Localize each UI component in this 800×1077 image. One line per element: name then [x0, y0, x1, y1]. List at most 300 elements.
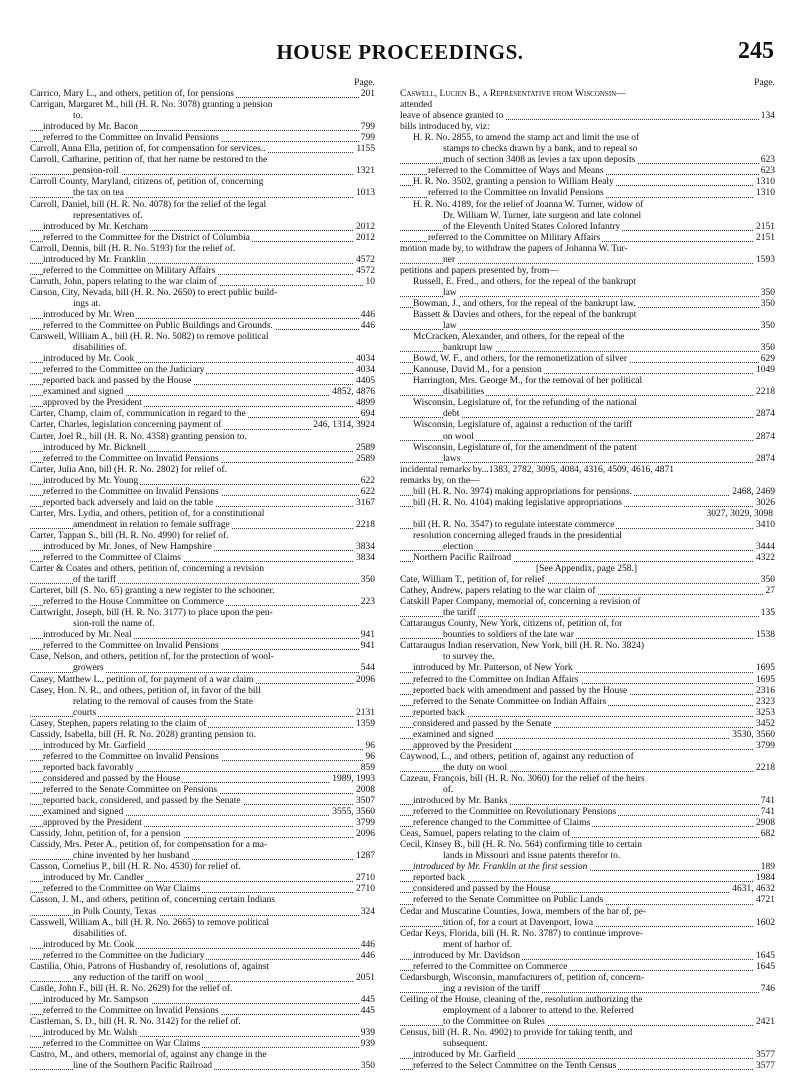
- index-entry: [30, 895, 375, 906]
- index-entry: [30, 476, 375, 487]
- page-reference: 1359: [356, 718, 375, 729]
- index-entry: [400, 387, 775, 398]
- page-reference: 1593: [756, 254, 775, 265]
- entry-text: disabilities: [443, 387, 485, 398]
- index-entry: [30, 288, 375, 299]
- entry-text: Cedar and Muscatine Counties, Iowa, members of the bar of, pe-: [400, 906, 647, 917]
- entry-text: referred to the Committee on War Claims: [43, 884, 201, 895]
- entry-text: to survey the.: [443, 652, 495, 663]
- entry-text: introduced by Mr. Cook: [43, 354, 135, 365]
- entry-text: Cedarsburgh, Wisconsin, manufacturers of, petition of, concern-: [400, 972, 645, 983]
- index-entry: [30, 122, 375, 133]
- index-entry: [400, 1061, 775, 1072]
- entry-text: resolution concerning alleged frauds in the presidential: [413, 530, 622, 541]
- entry-text: introduced by Mr. Jones, of New Hampshire: [43, 541, 212, 552]
- index-entry: [30, 774, 375, 785]
- index-entry: [30, 498, 375, 509]
- page-reference: 939: [360, 1028, 375, 1039]
- entry-text: Casson, Cornelius P., bill (H. R. No. 4530) for relief of.: [30, 862, 241, 873]
- index-column-right: [400, 78, 775, 1072]
- index-entry: [30, 1028, 375, 1039]
- index-entry: [30, 1006, 375, 1017]
- index-entry: [400, 454, 775, 465]
- index-entry: [30, 432, 375, 443]
- entry-text: Bassett & Davies and others, for the repeal of the bankrupt: [413, 309, 637, 320]
- entry-text: referred to the Committee on Military Affairs: [428, 232, 601, 243]
- page-reference: 1989, 1993: [332, 773, 375, 784]
- entry-text: reported back: [413, 873, 465, 884]
- page-reference: 350: [360, 575, 375, 586]
- index-entry: [400, 222, 775, 233]
- index-entry: [400, 398, 775, 409]
- index-entry: [400, 531, 775, 542]
- page-reference: 2323: [756, 696, 775, 707]
- index-entry: [400, 509, 775, 520]
- page-reference: 446: [360, 939, 375, 950]
- index-entry: [400, 188, 775, 199]
- index-entry: [400, 962, 775, 973]
- page-reference: 10: [365, 276, 375, 287]
- page-reference: 2874: [756, 409, 775, 420]
- index-entry: [30, 166, 375, 177]
- entry-text: referred to the Committee on Invalid Pensions: [43, 453, 219, 464]
- index-column-left: [30, 78, 375, 1072]
- entry-text: Cassidy, Mrs. Peter A., petition of, for compensation for a ma-: [30, 840, 268, 851]
- entry-text: reported back: [413, 707, 465, 718]
- entry-text: Carroll, Anna Ella, petition of, for compensation for services..: [30, 144, 266, 155]
- index-entry: [400, 1017, 775, 1028]
- index-entry: [30, 310, 375, 321]
- index-entry: [400, 741, 775, 752]
- entry-text: leave of absence granted to: [400, 111, 504, 122]
- entry-text: considered and passed by the House: [413, 884, 551, 895]
- entry-text: Carroll, Daniel, bill (H. R. No. 4078) for the relief of the legal: [30, 199, 267, 210]
- index-entry: [30, 188, 375, 199]
- index-entry: [400, 177, 775, 188]
- page-reference: 2096: [356, 829, 375, 840]
- index-entry: [30, 531, 375, 542]
- entry-text: Census, bill (H. R. No. 4902) to provide for taking tenth, and: [400, 1028, 633, 1039]
- page-reference: 445: [360, 1005, 375, 1016]
- index-entry: [30, 1039, 375, 1050]
- page-reference: 1321: [356, 166, 375, 177]
- index-entry: [400, 708, 775, 719]
- entry-text: law: [443, 321, 457, 332]
- index-entry: [400, 166, 775, 177]
- index-entry: [400, 686, 775, 697]
- page-reference: 4899: [356, 398, 375, 409]
- index-entry: [400, 542, 775, 553]
- page-reference: 629: [760, 354, 775, 365]
- index-entry: [400, 995, 775, 1006]
- entry-text: Castleman, S. D., bill (H. R. No. 3142) for the relief of.: [30, 1016, 241, 1027]
- index-entry: [30, 144, 375, 155]
- index-entry: [400, 498, 775, 509]
- page-reference: 1645: [756, 950, 775, 961]
- entry-text: Bowd, W. F., and others, for the remonetization of silver: [413, 354, 628, 365]
- entry-text: relating to the removal of causes from the State: [73, 696, 253, 707]
- index-entry: [30, 111, 375, 122]
- entry-text: stamps to checks drawn by a bank, and to repeal so: [443, 144, 638, 155]
- index-entry: [400, 144, 775, 155]
- index-entry: [30, 299, 375, 310]
- page-reference: 3507: [356, 796, 375, 807]
- index-entry: [400, 211, 775, 222]
- index-entry: [400, 288, 775, 299]
- index-entry: [30, 420, 375, 431]
- page-reference: 1287: [356, 851, 375, 862]
- page-reference: 1645: [756, 961, 775, 972]
- entry-text: reported back adversely and laid on the table: [43, 497, 214, 508]
- index-entry: [30, 509, 375, 520]
- page-reference: 2874: [756, 431, 775, 442]
- index-entry: [400, 409, 775, 420]
- entry-text: growers: [73, 663, 104, 674]
- index-entry: [30, 244, 375, 255]
- index-entry: [400, 89, 775, 100]
- column-heading: Page.: [354, 78, 375, 88]
- page-header: [0, 40, 800, 70]
- index-entry: [400, 818, 775, 829]
- page-reference: 1695: [756, 663, 775, 674]
- index-entry: [30, 873, 375, 884]
- page-reference: 189: [760, 862, 775, 873]
- entry-text: remarks by, on the—: [400, 475, 480, 486]
- entry-text: Wisconsin, Legislature of, for the refunding of the national: [413, 398, 637, 409]
- index-entry: [30, 376, 375, 387]
- page-reference: 350: [360, 1061, 375, 1072]
- page-reference: 682: [760, 829, 775, 840]
- index-entry: [400, 1039, 775, 1050]
- entry-text: Russell, E. Fred., and others, for the repeal of the bankrupt: [413, 276, 636, 287]
- entry-text: referred to the Senate Committee on Pensions: [43, 785, 218, 795]
- index-entry: [30, 741, 375, 752]
- entry-text: Carter, Julia Ann, bill (H. R. No. 2802) for relief of.: [30, 464, 227, 475]
- index-entry: [400, 951, 775, 962]
- index-entry: [400, 608, 775, 619]
- index-entry: [30, 719, 375, 730]
- page-reference: 741: [760, 796, 775, 807]
- entry-text: Catskill Paper Company, memorial of, concerning a revision of: [400, 597, 641, 608]
- index-entry: [30, 155, 375, 166]
- entry-text: Cattaraugus County, New York, citizens of, petition of, for: [400, 619, 623, 630]
- page-reference: 1602: [756, 917, 775, 928]
- entry-text: tition of, for a court at Davenport, Iowa: [443, 917, 594, 928]
- page-reference: 3026: [756, 497, 775, 508]
- index-entry: [400, 100, 775, 111]
- entry-text: election: [443, 541, 474, 552]
- page-reference: 350: [760, 287, 775, 298]
- index-entry: [400, 984, 775, 995]
- index-entry: [30, 211, 375, 222]
- index-entry: [30, 1050, 375, 1061]
- index-entry: [30, 564, 375, 575]
- entry-text: referred to the Committee on Invalid Pensions: [43, 486, 219, 497]
- entry-text: Casey, Matthew L., petition of, for payment of a war claim: [30, 674, 254, 685]
- page-reference: 1695: [756, 674, 775, 685]
- index-entry: [30, 100, 375, 111]
- page-reference: 3834: [356, 541, 375, 552]
- index-entry: [30, 697, 375, 708]
- entry-text: Casswell, William A., bill (H. R. No. 2665) to remove political: [30, 917, 270, 928]
- page-reference: 1310: [756, 177, 775, 188]
- entry-text: referred to the House Committee on Commerce: [43, 597, 224, 608]
- index-entry: [30, 973, 375, 984]
- entry-text: subsequent.: [443, 1039, 488, 1050]
- index-entry: [400, 332, 775, 343]
- entry-text: H. R. No. 4189, for the relief of Joanna W. Turner, widow of: [413, 199, 644, 210]
- entry-text: lands in Missouri and issue patents therefor to.: [443, 851, 621, 862]
- index-entry: [30, 277, 375, 288]
- entry-text: introduced by Mr. Wren: [43, 309, 135, 320]
- entry-text: introduced by Mr. Bacon: [43, 122, 138, 133]
- entry-text: introduced by Mr. Garfield: [43, 740, 146, 751]
- entry-text: 3027, 3029, 3098: [706, 508, 773, 519]
- index-entry: [30, 398, 375, 409]
- entry-text: introduced by Mr. Davidson: [413, 950, 521, 961]
- page-reference: 2218: [756, 387, 775, 398]
- entry-text: considered and passed by the House: [43, 773, 181, 784]
- entry-text: of.: [443, 785, 454, 795]
- index-entry: [400, 255, 775, 266]
- index-entry: [30, 409, 375, 420]
- entry-text: incidental remarks by...1383, 2782, 3095, 4084, 4316, 4509, 4616, 4871: [400, 464, 675, 475]
- index-entry: [30, 387, 375, 398]
- index-entry: [30, 89, 375, 100]
- index-entry: [30, 641, 375, 652]
- entry-text: pension-roll: [73, 166, 119, 177]
- page-reference: 135: [760, 608, 775, 619]
- entry-text: line of the Southern Pacific Railroad: [73, 1061, 213, 1072]
- entry-text: referred to the Committee on Invalid Pensions: [43, 751, 219, 762]
- entry-text: representatives of.: [73, 210, 143, 221]
- entry-text: referred to the Committee on the Judiciary: [43, 950, 205, 961]
- index-entry: [400, 233, 775, 244]
- index-entry: [400, 907, 775, 918]
- entry-text: Carrico, Mary L., and others, petition of, for pensions: [30, 89, 234, 100]
- entry-text: Caswell, Lucien B., a Representative from Wisconsin—: [400, 89, 626, 100]
- index-entry: [30, 829, 375, 840]
- entry-text: referred to the Committee on Revolutionary Pensions: [413, 807, 617, 818]
- index-entry: [30, 840, 375, 851]
- entry-text: ing a revision of the tariff: [443, 983, 541, 994]
- index-entry: [30, 807, 375, 818]
- page-reference: 799: [360, 133, 375, 144]
- index-entry: [30, 553, 375, 564]
- index-entry: [30, 951, 375, 962]
- index-entry: [400, 365, 775, 376]
- index-entry: [400, 133, 775, 144]
- page-reference: 324: [360, 906, 375, 917]
- index-entry: [30, 652, 375, 663]
- page-reference: 246, 1314, 3924: [313, 420, 375, 431]
- page-reference: 2218: [356, 519, 375, 530]
- index-entry: [30, 133, 375, 144]
- entry-text: of the Eleventh United States Colored Infantry: [443, 221, 621, 232]
- index-entry: [30, 686, 375, 697]
- entry-text: referred to the Committee on the Judiciary: [43, 365, 205, 376]
- index-entry: [400, 553, 775, 564]
- entry-text: Bowman, J., and others, for the repeal of the bankrupt law.: [413, 298, 636, 309]
- page-reference: 622: [360, 475, 375, 486]
- entry-text: of the tariff: [73, 575, 117, 586]
- entry-text: approved by the President: [43, 818, 142, 829]
- index-entry: [30, 233, 375, 244]
- index-entry: [400, 663, 775, 674]
- index-entry: [400, 321, 775, 332]
- entry-text: in Polk County, Texas: [73, 906, 157, 917]
- entry-text: introduced by Mr. Patterson, of New York: [413, 663, 573, 674]
- entry-text: Dr. William W. Turner, late surgeon and late colonel: [443, 210, 642, 221]
- entry-text: bill (H. R. No. 3974) making appropriations for pensions.: [413, 486, 633, 497]
- page-reference: 2421: [756, 1016, 775, 1027]
- index-entry: [30, 763, 375, 774]
- entry-text: on wool: [443, 431, 474, 442]
- entry-text: introduced by Mr. Bicknell: [43, 442, 146, 453]
- entry-text: introduced by Mr. Sampson: [43, 994, 149, 1005]
- entry-text: the duty on wool: [443, 762, 508, 773]
- index-entry: [30, 365, 375, 376]
- entry-text: reported back and passed by the House: [43, 376, 192, 387]
- entry-text: Northern Pacific Railroad: [413, 553, 512, 564]
- entry-text: introduced by Mr. Young: [43, 475, 139, 486]
- entry-text: Caywood, L., and others, petition of, against any reduction of: [400, 751, 634, 762]
- page-reference: 2012: [356, 232, 375, 243]
- entry-text: introduced by Mr. Ketcham: [43, 221, 149, 232]
- entry-text: introduced by Mr. Neal: [43, 630, 132, 641]
- index-entry: [400, 476, 775, 487]
- page-reference: 2151: [756, 221, 775, 232]
- entry-text: reference changed to the Committee of Claims: [413, 818, 591, 829]
- entry-text: referred to the Committee of Claims: [43, 553, 181, 564]
- entry-text: Ceiling of the House, cleaning of the, resolution authorizing the: [400, 994, 643, 1005]
- index-entry: [30, 177, 375, 188]
- index-entry: [400, 940, 775, 951]
- entry-text: Cedar Keys, Florida, bill (H. R. No. 3787) to continue improve-: [400, 928, 644, 939]
- page-reference: 3167: [356, 497, 375, 508]
- index-entry: [400, 1006, 775, 1017]
- page-reference: 741: [760, 807, 775, 818]
- entry-text: approved by the President: [43, 398, 142, 409]
- page-reference: 96: [365, 740, 375, 751]
- entry-text: Castro, M., and others, memorial of, against any change in the: [30, 1050, 267, 1061]
- index-entry: [400, 200, 775, 211]
- index-entry: [400, 862, 775, 873]
- entry-text: ner: [443, 254, 456, 265]
- page-reference: 2874: [756, 453, 775, 464]
- page-reference: 2051: [356, 972, 375, 983]
- index-entry: [400, 641, 775, 652]
- index-entry: [30, 862, 375, 873]
- entry-text: reported back with amendment and passed by the House: [413, 685, 628, 696]
- entry-text: introduced by Mr. Candler: [43, 873, 144, 884]
- page-reference: 96: [365, 751, 375, 762]
- index-entry: [400, 376, 775, 387]
- page-reference: 3577: [756, 1050, 775, 1061]
- index-entry: [30, 321, 375, 332]
- index-entry: [400, 564, 775, 575]
- index-entry: [400, 122, 775, 133]
- index-entry: [30, 575, 375, 586]
- entry-text: Casey, Stephen, papers relating to the claim of: [30, 718, 207, 729]
- index-entry: [400, 155, 775, 166]
- index-entry: [400, 619, 775, 630]
- index-entry: [400, 895, 775, 906]
- entry-text: laws: [443, 453, 461, 464]
- index-entry: [30, 907, 375, 918]
- page-reference: 623: [760, 155, 775, 166]
- entry-text: the tax on tea: [73, 188, 124, 199]
- page-reference: 2589: [356, 453, 375, 464]
- entry-text: referred to the Committee on Military Affairs: [43, 265, 216, 276]
- index-entry: [30, 1017, 375, 1028]
- index-entry: [30, 1061, 375, 1072]
- page-title: HOUSE PROCEEDINGS.: [276, 40, 524, 64]
- entry-text: law: [443, 287, 457, 298]
- entry-text: H. R. No. 3502, granting a pension to William Healy: [413, 177, 614, 188]
- index-entry: [30, 940, 375, 951]
- entry-text: Cartwright, Joseph, bill (H. R. No. 3177) to place upon the pen-: [30, 608, 273, 619]
- entry-text: introduced by Mr. Cook: [43, 939, 135, 950]
- page-reference: 3530, 3560: [732, 729, 775, 740]
- entry-text: McCracken, Alexander, and others, for the repeal of the: [413, 332, 625, 343]
- index-entry: [400, 299, 775, 310]
- index-entry: [400, 918, 775, 929]
- entry-text: Harrington, Mrs. George M., for the removal of her political: [413, 376, 643, 387]
- index-entry: [400, 873, 775, 884]
- page-reference: 3555, 3560: [332, 807, 375, 818]
- index-entry: [400, 465, 775, 476]
- index-entry: [400, 586, 775, 597]
- index-entry: [30, 995, 375, 1006]
- index-entry: [30, 918, 375, 929]
- page-reference: 445: [360, 994, 375, 1005]
- entry-text: Wisconsin, Legislature of, against a reduction of the tariff: [413, 420, 633, 431]
- page-reference: 4721: [756, 895, 775, 906]
- index-entry: [400, 719, 775, 730]
- entry-text: amendment in relation to female suffrage: [73, 519, 230, 530]
- entry-text: approved by the President: [413, 740, 512, 751]
- page-reference: 3410: [756, 519, 775, 530]
- entry-text: Carteret, bill (S. No. 65) granting a new register to the schooner.: [30, 586, 275, 597]
- page-reference: 941: [360, 630, 375, 641]
- index-entry: [400, 929, 775, 940]
- page-reference: 1538: [756, 630, 775, 641]
- entry-text: to the Committee on Rules: [443, 1016, 545, 1027]
- page-reference: 2316: [756, 685, 775, 696]
- entry-text: Wisconsin, Legislature of, for the amendment of the patent: [413, 442, 637, 453]
- page-reference: 3452: [756, 718, 775, 729]
- index-entry: [400, 443, 775, 454]
- entry-text: considered and passed by the Senate: [413, 718, 552, 729]
- entry-text: introduced by Mr. Banks: [413, 796, 508, 807]
- page-reference: 622: [360, 486, 375, 497]
- page-reference: 1013: [356, 188, 375, 199]
- entry-text: Carson, City, Nevada, bill (H. R. No. 2650) to erect public build-: [30, 287, 278, 298]
- index-entry: [30, 332, 375, 343]
- entry-text: examined and signed: [413, 729, 494, 740]
- page-reference: 201: [360, 89, 375, 100]
- index-entry: [30, 443, 375, 454]
- index-entry: [400, 630, 775, 641]
- entry-text: Carruth, John, papers relating to the war claim of: [30, 276, 217, 287]
- page-reference: 3444: [756, 541, 775, 552]
- index-entry: [400, 244, 775, 255]
- entry-text: [See Appendix, page 258.]: [535, 564, 638, 575]
- index-entry: [400, 520, 775, 531]
- page-reference: 4405: [356, 376, 375, 387]
- index-entry: [30, 343, 375, 354]
